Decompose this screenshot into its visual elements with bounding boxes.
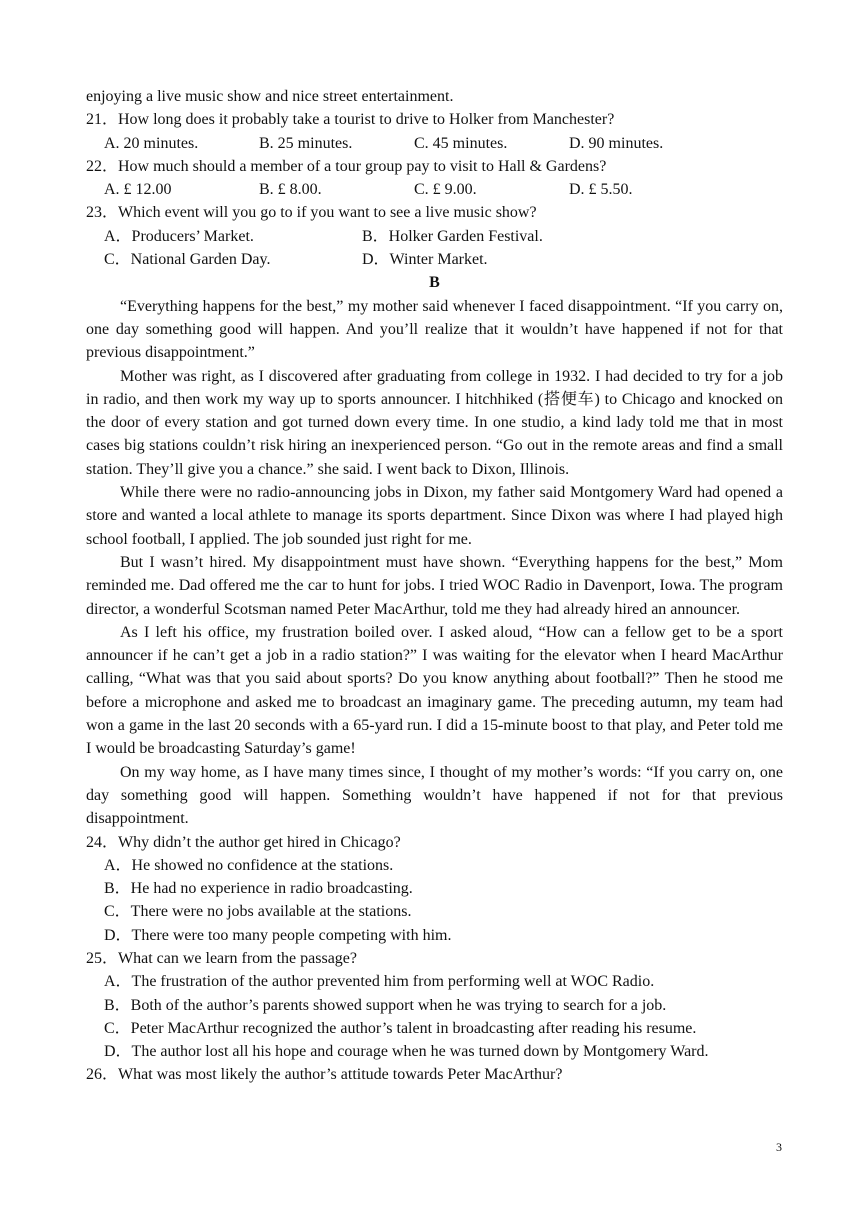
option-24-c: C．There were no jobs available at the stations. — [104, 903, 412, 921]
option-25-b: B．Both of the author’s parents showed support when he was trying to search for a job. — [104, 996, 667, 1014]
option-25-d: D．The author lost all his hope and courage when he was turned down by Montgomery Ward. — [104, 1043, 709, 1061]
intro-line: enjoying a live music show and nice street entertainment. — [86, 88, 454, 105]
option-22-d: D. £ 5.50. — [569, 181, 633, 199]
question-21-options — [86, 132, 783, 155]
passage-paragraph-5: As I left his office, my frustration boiled over. I asked aloud, “How can a fellow get to be a sport announcer if he can’t get a job in a radio station?” I was waiting for the elevator when I heard MacArthur calling, “What was that you said about sports? Do you know anything about football?” Then he stood me before a microphone and asked me to broadcast an imaginary game. The preceding autumn, my team had won a game in the last 20 seconds with a 65-yard run. I did a 15-minute boost to that play, and Peter told me I would be broadcasting Saturday’s game! — [86, 623, 783, 758]
option-24-a: A．He showed no confidence at the stations. — [104, 856, 394, 874]
question-23: 23．Which event will you go to if you want to see a live music show? — [86, 204, 537, 222]
option-25-c: C．Peter MacArthur recognized the author’s talent in broadcasting after reading his resume. — [104, 1019, 697, 1037]
option-21-d: D. 90 minutes. — [569, 134, 664, 152]
passage-paragraph-3: While there were no radio-announcing jobs in Dixon, my father said Montgomery Ward had opened a store and wanted a local athlete to manage its sports department. Since Dixon was where I had played high school football, I applied. The job sounded just right for me. — [86, 484, 783, 548]
option-23-b: B．Holker Garden Festival. — [362, 227, 543, 245]
passage-paragraph-1: “Everything happens for the best,” my mother said whenever I faced disappointment. “If you carry on, one day something good will happen. And you’ll realize that it wouldn’t have happened if not for that previous disappointment.” — [86, 297, 783, 362]
question-26: 26．What was most likely the author’s attitude towards Peter MacArthur? — [86, 1066, 563, 1084]
question-21: 21．How long does it probably take a tourist to drive to Holker from Manchester? — [86, 111, 615, 129]
option-22-c: C. £ 9.00. — [414, 181, 477, 199]
option-24-d: D．There were too many people competing with him. — [104, 926, 452, 944]
question-22-options — [86, 178, 783, 201]
option-23-c: C．National Garden Day. — [104, 251, 271, 269]
section-heading-b: B — [429, 274, 440, 292]
option-24-b: B．He had no experience in radio broadcasting. — [104, 880, 413, 898]
question-22: 22．How much should a member of a tour group pay to visit to Hall & Gardens? — [86, 157, 607, 175]
option-23-d: D．Winter Market. — [362, 251, 488, 269]
option-21-a: A. 20 minutes. — [104, 134, 199, 152]
question-25: 25．What can we learn from the passage? — [86, 949, 357, 967]
question-23-options-row-2 — [86, 248, 783, 271]
page-number: 3 — [776, 1140, 782, 1154]
question-24: 24．Why didn’t the author get hired in Chicago? — [86, 833, 401, 851]
option-21-c: C. 45 minutes. — [414, 134, 508, 152]
passage-paragraph-4: But I wasn’t hired. My disappointment must have shown. “Everything happens for the best,” Mom reminded me. Dad offered me the car to hunt for jobs. I tried WOC Radio in Davenport, Iowa. The program director, a wonderful Scotsman named Peter MacArthur, told me they had already hired an announcer. — [86, 553, 783, 618]
question-23-options-row-1 — [86, 225, 783, 248]
option-22-b: B. £ 8.00. — [259, 181, 322, 199]
passage-paragraph-6: On my way home, as I have many times since, I thought of my mother’s words: “If you carry on, one day something good will happen. Something wouldn’t have happened if not for that previous disappointment. — [86, 763, 783, 828]
document-page — [86, 85, 783, 1087]
option-22-a: A. £ 12.00 — [104, 181, 172, 199]
passage-paragraph-2: Mother was right, as I discovered after graduating from college in 1932. I had decided to try for a job in radio, and then work my way up to sports announcer. I hitchhiked (搭便车) to Chicago and knocked on the door of every station and got turned down every time. In one studio, a kind lady told me that in most cases big stations couldn’t risk hiring an inexperienced person. “Go out in the remote areas and find a small station. They’ll give you a chance.” she said. I went back to Dixon, Illinois. — [86, 367, 783, 478]
option-23-a: A．Producers’ Market. — [104, 227, 254, 245]
option-25-a: A．The frustration of the author prevented him from performing well at WOC Radio. — [104, 973, 655, 991]
option-21-b: B. 25 minutes. — [259, 134, 353, 152]
